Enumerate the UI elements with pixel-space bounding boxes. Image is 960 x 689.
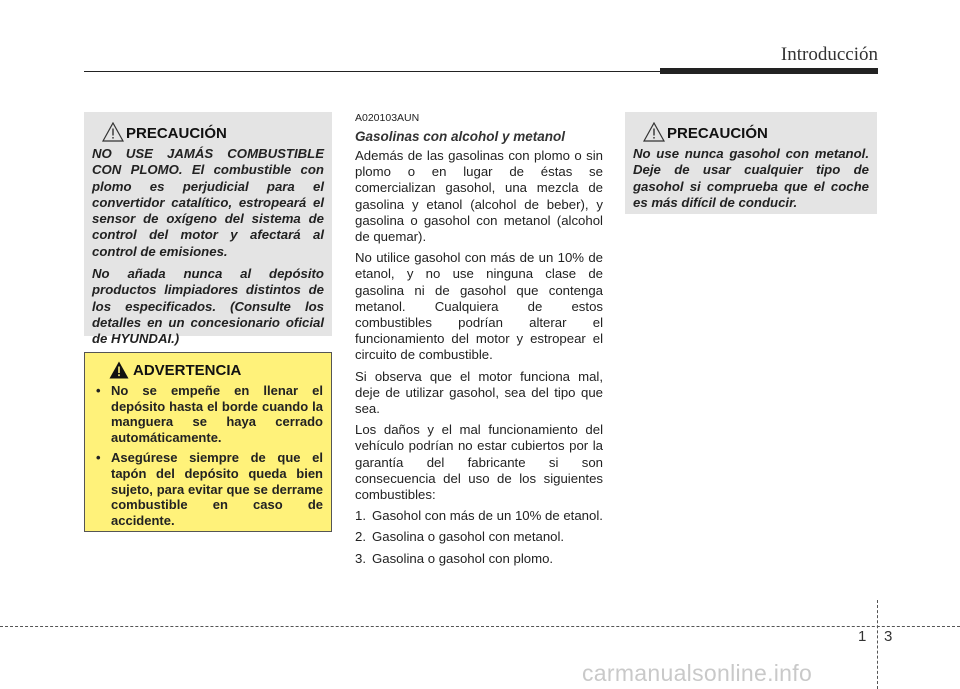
body-paragraph: Los daños y el mal funcionamiento del vehículo podrían no estar cubiertos por la garantía del fabricante si son consecuencia del uso de los siguientes combustibles: (355, 422, 603, 503)
caution-header (633, 120, 869, 142)
watermark: carmanualsonline.info (582, 660, 813, 686)
numbered-item (355, 529, 603, 545)
item-number: 1. (355, 508, 366, 524)
footer-rule (0, 626, 960, 627)
numbered-item (355, 508, 603, 524)
caution-paragraph: No añada nunca al depósito productos limpiadores distintos de los especificados. (Consulte los detalles en un concesionario oficial de HYUNDAI.) (92, 266, 324, 347)
caution-box-right (625, 112, 877, 214)
item-text: Gasolina o gasohol con plomo. (372, 550, 554, 566)
caution-box-left (84, 112, 332, 347)
warning-triangle-icon (643, 122, 665, 142)
item-number: 2. (355, 529, 366, 545)
page-number: 3 (884, 628, 893, 645)
warning-triangle-filled-icon (109, 361, 129, 379)
header-rule-thick (660, 68, 878, 74)
warning-item: • No se empeñe en llenar el depósito hasta el borde cuando la manguera se haya cerrado automáticamente. (93, 383, 323, 445)
section-number: 1 (858, 628, 867, 645)
caution-title: PRECAUCIÓN (126, 125, 227, 142)
warning-triangle-icon (102, 122, 124, 142)
warning-header (93, 359, 323, 381)
warning-list (93, 383, 323, 528)
item-text: Gasohol con más de un 10% de etanol. (372, 508, 603, 524)
header-rule (84, 71, 660, 72)
warning-item: • Asegúrese siempre de que el tapón del depósito queda bien sujeto, para evitar que se derrame combustible en caso de accidente. (93, 450, 323, 528)
body-paragraph: Si observa que el motor funciona mal, deje de utilizar gasohol, sea del tipo que sea. (355, 368, 603, 417)
page-header-title: Introducción (780, 44, 878, 65)
section-code: A020103AUN (355, 112, 420, 124)
warning-title: ADVERTENCIA (133, 361, 242, 379)
warning-box (84, 352, 332, 532)
caution-paragraph: NO USE JAMÁS COMBUSTIBLE CON PLOMO. El combustible con plomo es perjudicial para el convertidor catalítico, estropeará el sensor de oxígeno del sistema de control del motor y afectará al control de emisiones. (92, 146, 324, 259)
numbered-item (355, 551, 603, 567)
caution-title: PRECAUCIÓN (667, 125, 768, 142)
main-text-column (355, 112, 603, 572)
body-paragraph: Además de las gasolinas con plomo o sin plomo o en lugar de éstas se comercializan gasohol, una mezcla de gasolina y etanol (alcohol de beber), y gasolina o gasohol con metanol (alcohol de quemar). (355, 148, 603, 245)
body-paragraph: No utilice gasohol con más de un 10% de etanol, y no use ninguna clase de gasolina ni de gasohol que contenga metanol. Cualquiera de estos combustibles podrían alterar el funcionamiento del motor y estropear el circuito de combustible. (355, 250, 603, 363)
caution-header (92, 120, 324, 142)
item-number: 3. (355, 550, 366, 566)
item-text: Gasolina o gasohol con metanol. (372, 529, 565, 545)
caution-paragraph: No use nunca gasohol con metanol. Deje de usar cualquier tipo de gasohol si comprueba que el coche es más difícil de conducir. (633, 146, 869, 210)
section-heading: Gasolinas con alcohol y metanol (355, 129, 566, 144)
footer-divider (877, 600, 878, 689)
